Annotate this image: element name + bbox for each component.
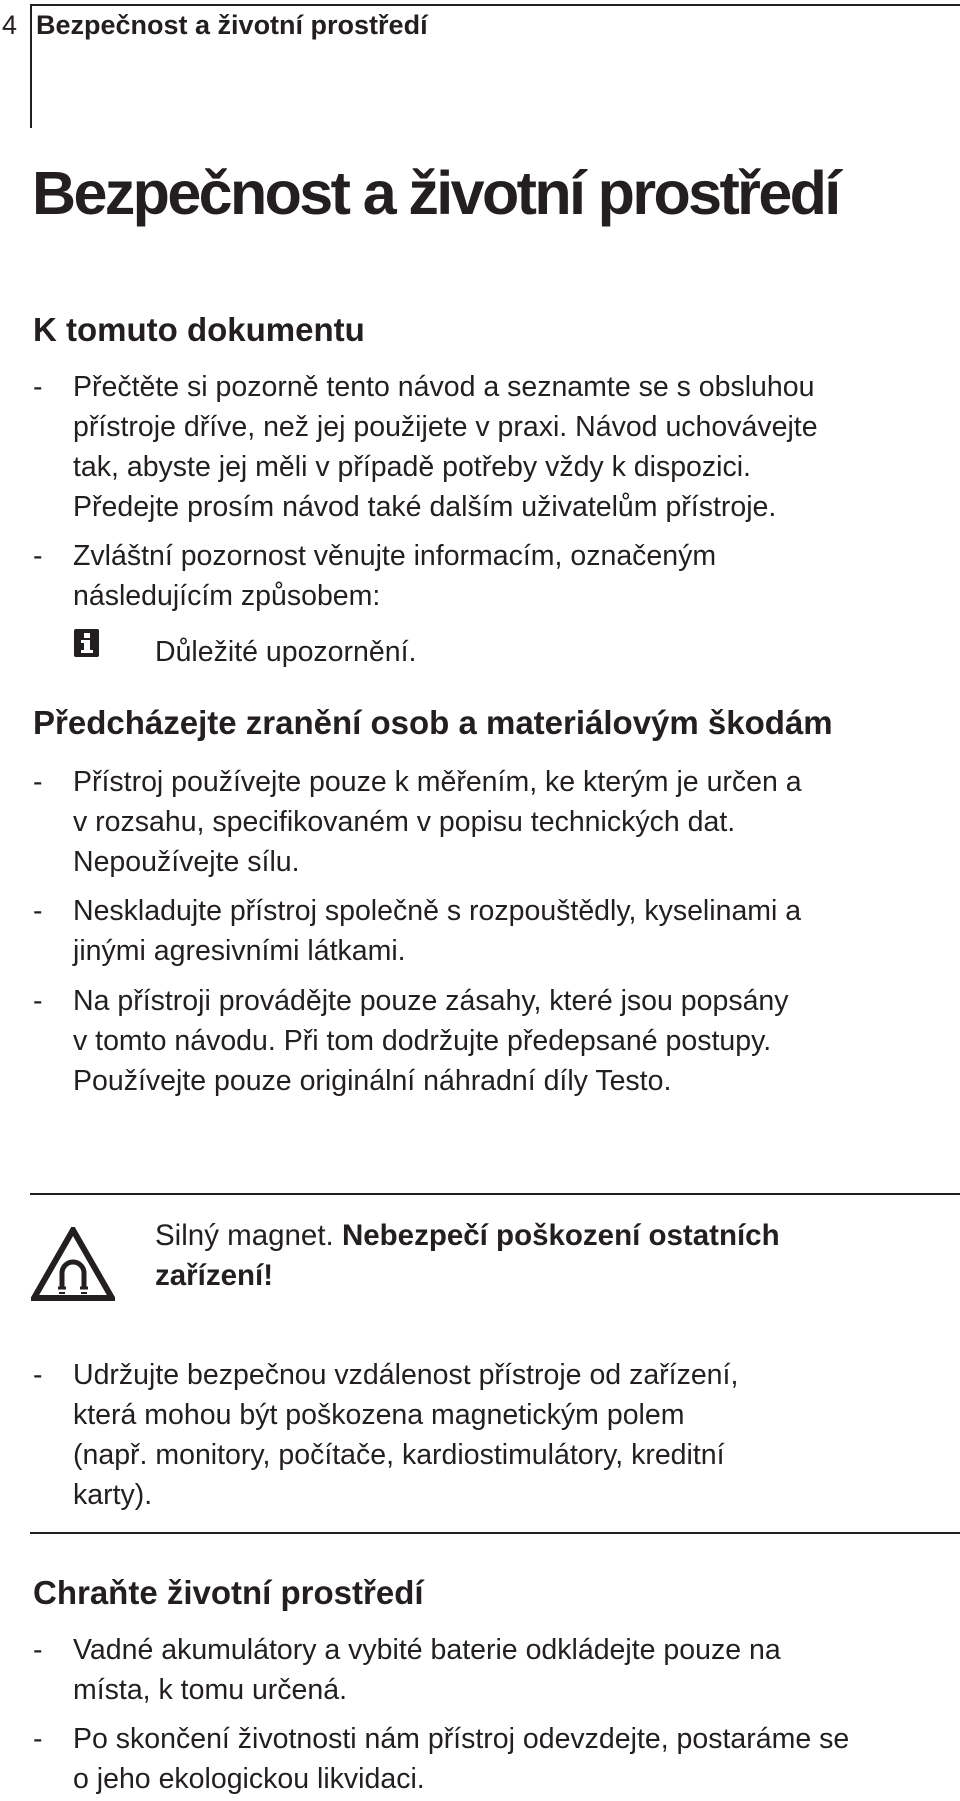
- bullet-dash: -: [33, 1359, 43, 1391]
- warning-bottom-rule: [30, 1532, 960, 1534]
- bullet-line: Udržujte bezpečnou vzdálenost přístroje od zařízení,: [73, 1359, 739, 1391]
- magnet-warning-icon: [31, 1227, 115, 1301]
- bullet-line: Zvláštní pozornost věnujte informacím, označeným: [73, 540, 717, 572]
- bullet-line: tak, abyste jej měli v případě potřeby vždy k dispozici.: [73, 451, 751, 483]
- bullet-line: Neskladujte přístroj společně s rozpouštědly, kyselinami a: [73, 895, 802, 927]
- bullet-line: karty).: [73, 1479, 153, 1511]
- section-heading-about: K tomuto dokumentu: [33, 311, 365, 348]
- bullet-line: Vadné akumulátory a vybité baterie odkládejte pouze na: [73, 1634, 781, 1666]
- bullet-line: Přístroj používejte pouze k měřením, ke kterým je určen a: [73, 766, 802, 798]
- bullet-line: Na přístroji provádějte pouze zásahy, které jsou popsány: [73, 985, 789, 1017]
- bullet-line: místa, k tomu určená.: [73, 1674, 348, 1706]
- bullet-line: v tomto návodu. Při tom dodržujte předepsané postupy.: [73, 1025, 772, 1057]
- warning-intro: Silný magnet.: [155, 1219, 334, 1252]
- section-heading-prevent: Předcházejte zranění osob a materiálovým škodám: [33, 704, 833, 741]
- bullet-line: přístroje dříve, než jej použijete v praxi. Návod uchovávejte: [73, 411, 818, 443]
- bullet-dash: -: [33, 1723, 43, 1755]
- bullet-line: jinými agresivními látkami.: [73, 935, 406, 967]
- bullet-line: následujícím způsobem:: [73, 580, 381, 612]
- bullet-line: o jeho ekologickou likvidaci.: [73, 1763, 425, 1795]
- bullet-dash: -: [33, 540, 43, 572]
- page-title: Bezpečnost a životní prostředí: [32, 159, 839, 227]
- page-number: 4: [2, 10, 18, 40]
- info-note-text: Důležité upozornění.: [155, 636, 417, 668]
- bullet-line: Přečtěte si pozorně tento návod a seznamte se s obsluhou: [73, 371, 815, 403]
- info-icon: [74, 629, 99, 657]
- bullet-line: Používejte pouze originální náhradní díly Testo.: [73, 1065, 672, 1097]
- warning-line-1: [155, 1216, 780, 1256]
- warning-text: [155, 1216, 780, 1296]
- bullet-dash: -: [33, 895, 43, 927]
- bullet-line: v rozsahu, specifikovaném v popisu technických dat.: [73, 806, 736, 838]
- running-title: Bezpečnost a životní prostředí: [36, 10, 428, 40]
- section-heading-environment: Chraňte životní prostředí: [33, 1574, 424, 1611]
- warning-emphasis-line-2: zařízení!: [155, 1259, 274, 1292]
- bullet-line: Nepoužívejte sílu.: [73, 846, 300, 878]
- bullet-dash: -: [33, 371, 43, 403]
- bullet-line: Po skončení životnosti nám přístroj odevzdejte, postaráme se: [73, 1723, 850, 1755]
- bullet-line: (např. monitory, počítače, kardiostimulátory, kreditní: [73, 1439, 725, 1471]
- header-vertical-rule: [30, 4, 32, 128]
- bullet-line: která mohou být poškozena magnetickým polem: [73, 1399, 685, 1431]
- bullet-line: Předejte prosím návod také dalším uživatelům přístroje.: [73, 491, 777, 523]
- warning-top-rule: [30, 1193, 960, 1195]
- bullet-dash: -: [33, 766, 43, 798]
- bullet-dash: -: [33, 985, 43, 1017]
- bullet-dash: -: [33, 1634, 43, 1666]
- header-horizontal-rule: [30, 4, 960, 6]
- warning-emphasis: Nebezpečí poškození ostatních: [341, 1219, 780, 1252]
